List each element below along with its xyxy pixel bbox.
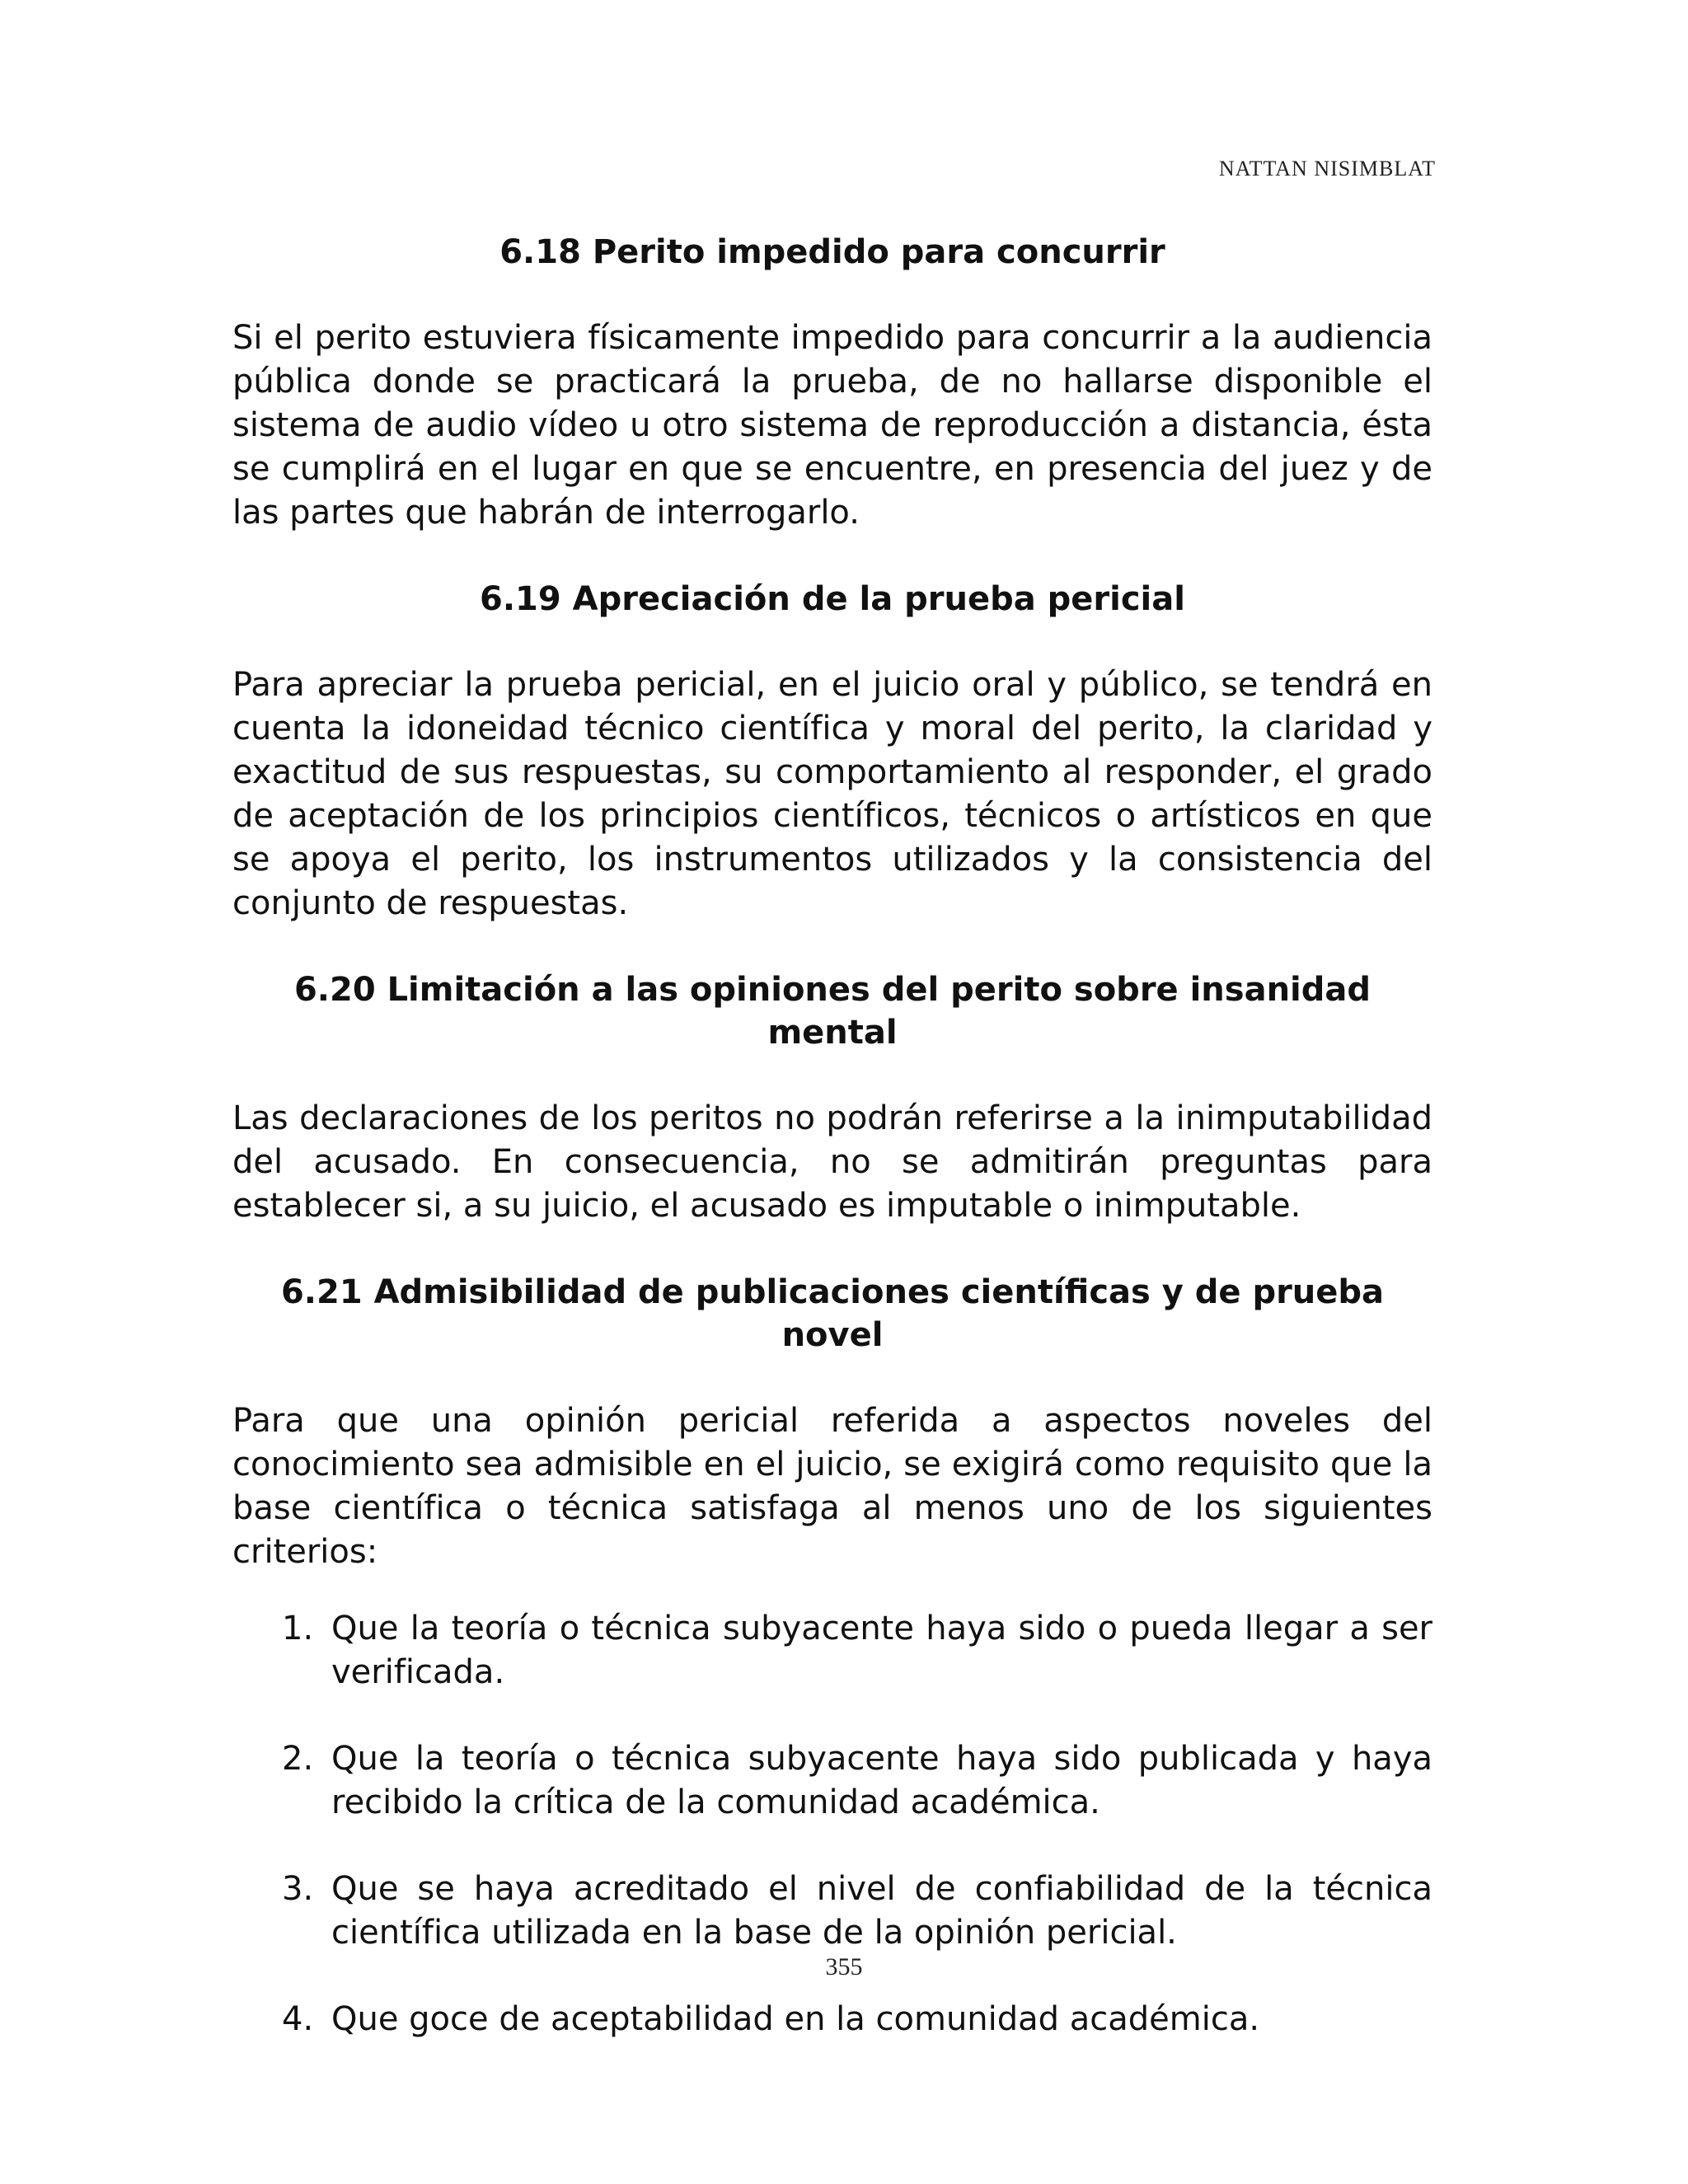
section-6-18	[232, 231, 1432, 535]
section-6-19	[232, 578, 1432, 926]
section-6-21	[232, 1271, 1432, 2041]
list-item	[282, 1998, 1432, 2041]
list-item-text: Que goce de aceptabilidad en la comunidad académica.	[331, 2000, 1260, 2038]
list-item-text: Que la teoría o técnica subyacente haya sido publicada y haya recibido la crítica de la comunidad académica.	[331, 1740, 1432, 1821]
page-number: 355	[825, 1953, 863, 1980]
section-title: 6.20 Limitación a las opiniones del perito sobre insanidad mental	[293, 971, 1372, 1052]
section-title: 6.18 Perito impedido para concurrir	[499, 233, 1165, 271]
list-item-text: Que se haya acreditado el nivel de confiabilidad de la técnica científica utilizada en la base de la opinión pericial.	[331, 1870, 1432, 1952]
section-paragraph: Para que una opinión pericial referida a aspectos noveles del conocimiento sea admisible en el juicio, se exigirá como requisito que la base científica o técnica satisfaga al menos uno de los siguientes criterios:	[232, 1402, 1432, 1571]
section-paragraph: Si el perito estuviera físicamente impedido para concurrir a la audiencia pública donde se practicará la prueba, de no hallarse disponible el sistema de audio vídeo u otro sistema de reproducción a distancia, ésta se cumplirá en el lugar en que se encuentre, en presencia del juez y de las partes que habrán de interrogarlo.	[232, 319, 1432, 532]
list-item	[282, 1868, 1432, 1955]
list-item-number: 3.	[282, 1870, 314, 1908]
list-item-number: 1.	[282, 1610, 314, 1647]
list-item-number: 4.	[282, 2000, 314, 2038]
page-body	[232, 231, 1432, 2084]
list-item	[282, 1737, 1432, 1825]
section-title: 6.19 Apreciación de la prueba pericial	[480, 580, 1185, 618]
section-6-20	[232, 968, 1432, 1228]
list-item-number: 2.	[282, 1740, 314, 1778]
list-item	[282, 1607, 1432, 1694]
section-paragraph: Las declaraciones de los peritos no podrán referirse a la inimputabilidad del acusado. En consecuencia, no se admitirán preguntas para establecer si, a su juicio, el acusado es imputable o inimputable.	[232, 1099, 1432, 1225]
section-title: 6.21 Admisibilidad de publicaciones científicas y de prueba novel	[280, 1273, 1385, 1354]
section-paragraph: Para apreciar la prueba pericial, en el juicio oral y público, se tendrá en cuenta la idoneidad técnico científica y moral del perito, la claridad y exactitud de sus respuestas, su comportamiento al responder, el grado de aceptación de los principios científicos, técnicos o artísticos en que se apoya el perito, los instrumentos utilizados y la consistencia del conjunto de respuestas.	[232, 666, 1432, 922]
running-header-author: NATTAN NISIMBLAT	[1218, 157, 1436, 180]
list-item-text: Que la teoría o técnica subyacente haya sido o pueda llegar a ser verificada.	[331, 1610, 1432, 1691]
